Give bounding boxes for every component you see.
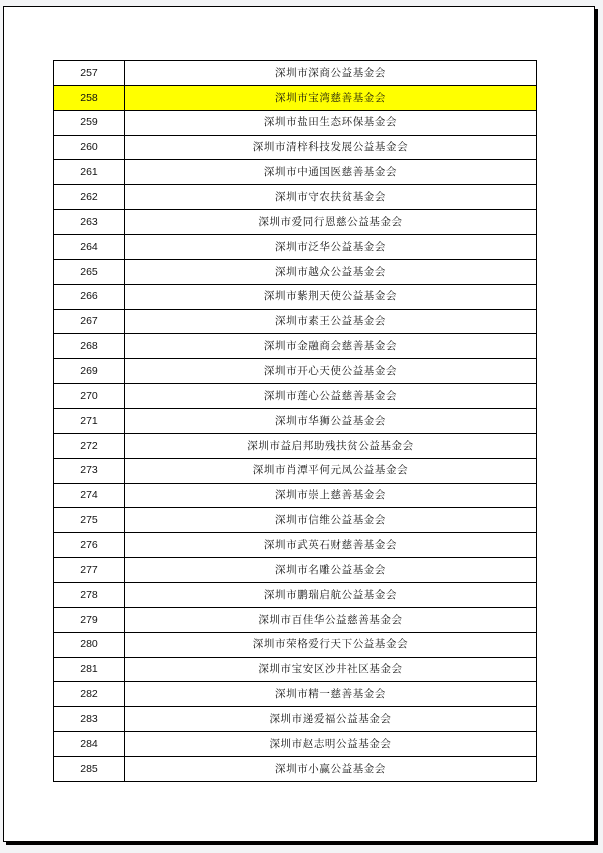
- foundation-name-cell: 深圳市武英石财慈善基金会: [125, 533, 537, 558]
- row-number-cell: 276: [54, 533, 125, 558]
- table-row: [54, 185, 537, 210]
- row-number-cell: 266: [54, 284, 125, 309]
- row-number-cell: 279: [54, 607, 125, 632]
- table-row: [54, 384, 537, 409]
- table-row: [54, 334, 537, 359]
- table-body: [54, 61, 537, 782]
- row-number-cell: 283: [54, 707, 125, 732]
- foundation-name-cell: 深圳市守农扶贫基金会: [125, 185, 537, 210]
- foundation-name-cell: 深圳市信维公益基金会: [125, 508, 537, 533]
- table-row: [54, 583, 537, 608]
- row-number-cell: 270: [54, 384, 125, 409]
- row-number-cell: 258: [54, 85, 125, 110]
- foundation-name-cell: 深圳市益启邦助残扶贫公益基金会: [125, 433, 537, 458]
- table-row: [54, 210, 537, 235]
- row-number-cell: 285: [54, 757, 125, 782]
- row-number-cell: 265: [54, 259, 125, 284]
- table-row: [54, 757, 537, 782]
- row-number-cell: 263: [54, 210, 125, 235]
- foundation-name-cell: 深圳市素王公益基金会: [125, 309, 537, 334]
- foundation-name-cell: 深圳市名雕公益基金会: [125, 558, 537, 583]
- row-number-cell: 284: [54, 732, 125, 757]
- row-number-cell: 273: [54, 458, 125, 483]
- table-row: [54, 732, 537, 757]
- row-number-cell: 264: [54, 235, 125, 260]
- table-row: [54, 433, 537, 458]
- row-number-cell: 269: [54, 359, 125, 384]
- foundation-name-cell: 深圳市莲心公益慈善基金会: [125, 384, 537, 409]
- foundation-name-cell: 深圳市荣格爱行天下公益基金会: [125, 632, 537, 657]
- table-row: [54, 284, 537, 309]
- foundation-name-cell: 深圳市紫荆天使公益基金会: [125, 284, 537, 309]
- foundation-name-cell: 深圳市递爱福公益基金会: [125, 707, 537, 732]
- document-page: [3, 6, 595, 842]
- row-number-cell: 275: [54, 508, 125, 533]
- foundation-name-cell: 深圳市开心天使公益基金会: [125, 359, 537, 384]
- foundation-name-cell: 深圳市盐田生态环保基金会: [125, 110, 537, 135]
- foundation-name-cell: 深圳市宝湾慈善基金会: [125, 85, 537, 110]
- row-number-cell: 280: [54, 632, 125, 657]
- foundation-name-cell: 深圳市越众公益基金会: [125, 259, 537, 284]
- row-number-cell: 272: [54, 433, 125, 458]
- table-row: [54, 533, 537, 558]
- foundation-name-cell: 深圳市金融商会慈善基金会: [125, 334, 537, 359]
- table-row: [54, 61, 537, 86]
- table-row: [54, 409, 537, 434]
- table-row: [54, 160, 537, 185]
- foundation-name-cell: 深圳市小赢公益基金会: [125, 757, 537, 782]
- table-row: [54, 135, 537, 160]
- foundation-name-cell: 深圳市宝安区沙井社区基金会: [125, 657, 537, 682]
- row-number-cell: 274: [54, 483, 125, 508]
- table-row: [54, 657, 537, 682]
- table-row: [54, 558, 537, 583]
- row-number-cell: 268: [54, 334, 125, 359]
- table-row: [54, 259, 537, 284]
- row-number-cell: 261: [54, 160, 125, 185]
- table-row: [54, 110, 537, 135]
- row-number-cell: 271: [54, 409, 125, 434]
- table-row: [54, 359, 537, 384]
- foundation-name-cell: 深圳市百佳华公益慈善基金会: [125, 607, 537, 632]
- foundation-name-cell: 深圳市鹏瑞启航公益基金会: [125, 583, 537, 608]
- table-row: [54, 508, 537, 533]
- row-number-cell: 278: [54, 583, 125, 608]
- foundation-name-cell: 深圳市肖潭平何元凤公益基金会: [125, 458, 537, 483]
- row-number-cell: 262: [54, 185, 125, 210]
- table-row: [54, 235, 537, 260]
- table-row: [54, 682, 537, 707]
- row-number-cell: 282: [54, 682, 125, 707]
- foundation-name-cell: 深圳市赵志明公益基金会: [125, 732, 537, 757]
- table-row: [54, 458, 537, 483]
- table-row: [54, 632, 537, 657]
- foundation-name-cell: 深圳市爱同行恩慈公益基金会: [125, 210, 537, 235]
- foundation-name-cell: 深圳市中通国医慈善基金会: [125, 160, 537, 185]
- row-number-cell: 277: [54, 558, 125, 583]
- table-row: [54, 607, 537, 632]
- row-number-cell: 281: [54, 657, 125, 682]
- table-row-highlighted: [54, 85, 537, 110]
- foundation-name-cell: 深圳市华狮公益基金会: [125, 409, 537, 434]
- foundation-name-cell: 深圳市清梓科技发展公益基金会: [125, 135, 537, 160]
- row-number-cell: 259: [54, 110, 125, 135]
- foundation-name-cell: 深圳市崇上慈善基金会: [125, 483, 537, 508]
- foundation-list-table: [53, 60, 537, 782]
- foundation-name-cell: 深圳市精一慈善基金会: [125, 682, 537, 707]
- table-row: [54, 483, 537, 508]
- table-row: [54, 707, 537, 732]
- table-row: [54, 309, 537, 334]
- row-number-cell: 257: [54, 61, 125, 86]
- foundation-name-cell: 深圳市泛华公益基金会: [125, 235, 537, 260]
- foundation-name-cell: 深圳市深商公益基金会: [125, 61, 537, 86]
- row-number-cell: 267: [54, 309, 125, 334]
- row-number-cell: 260: [54, 135, 125, 160]
